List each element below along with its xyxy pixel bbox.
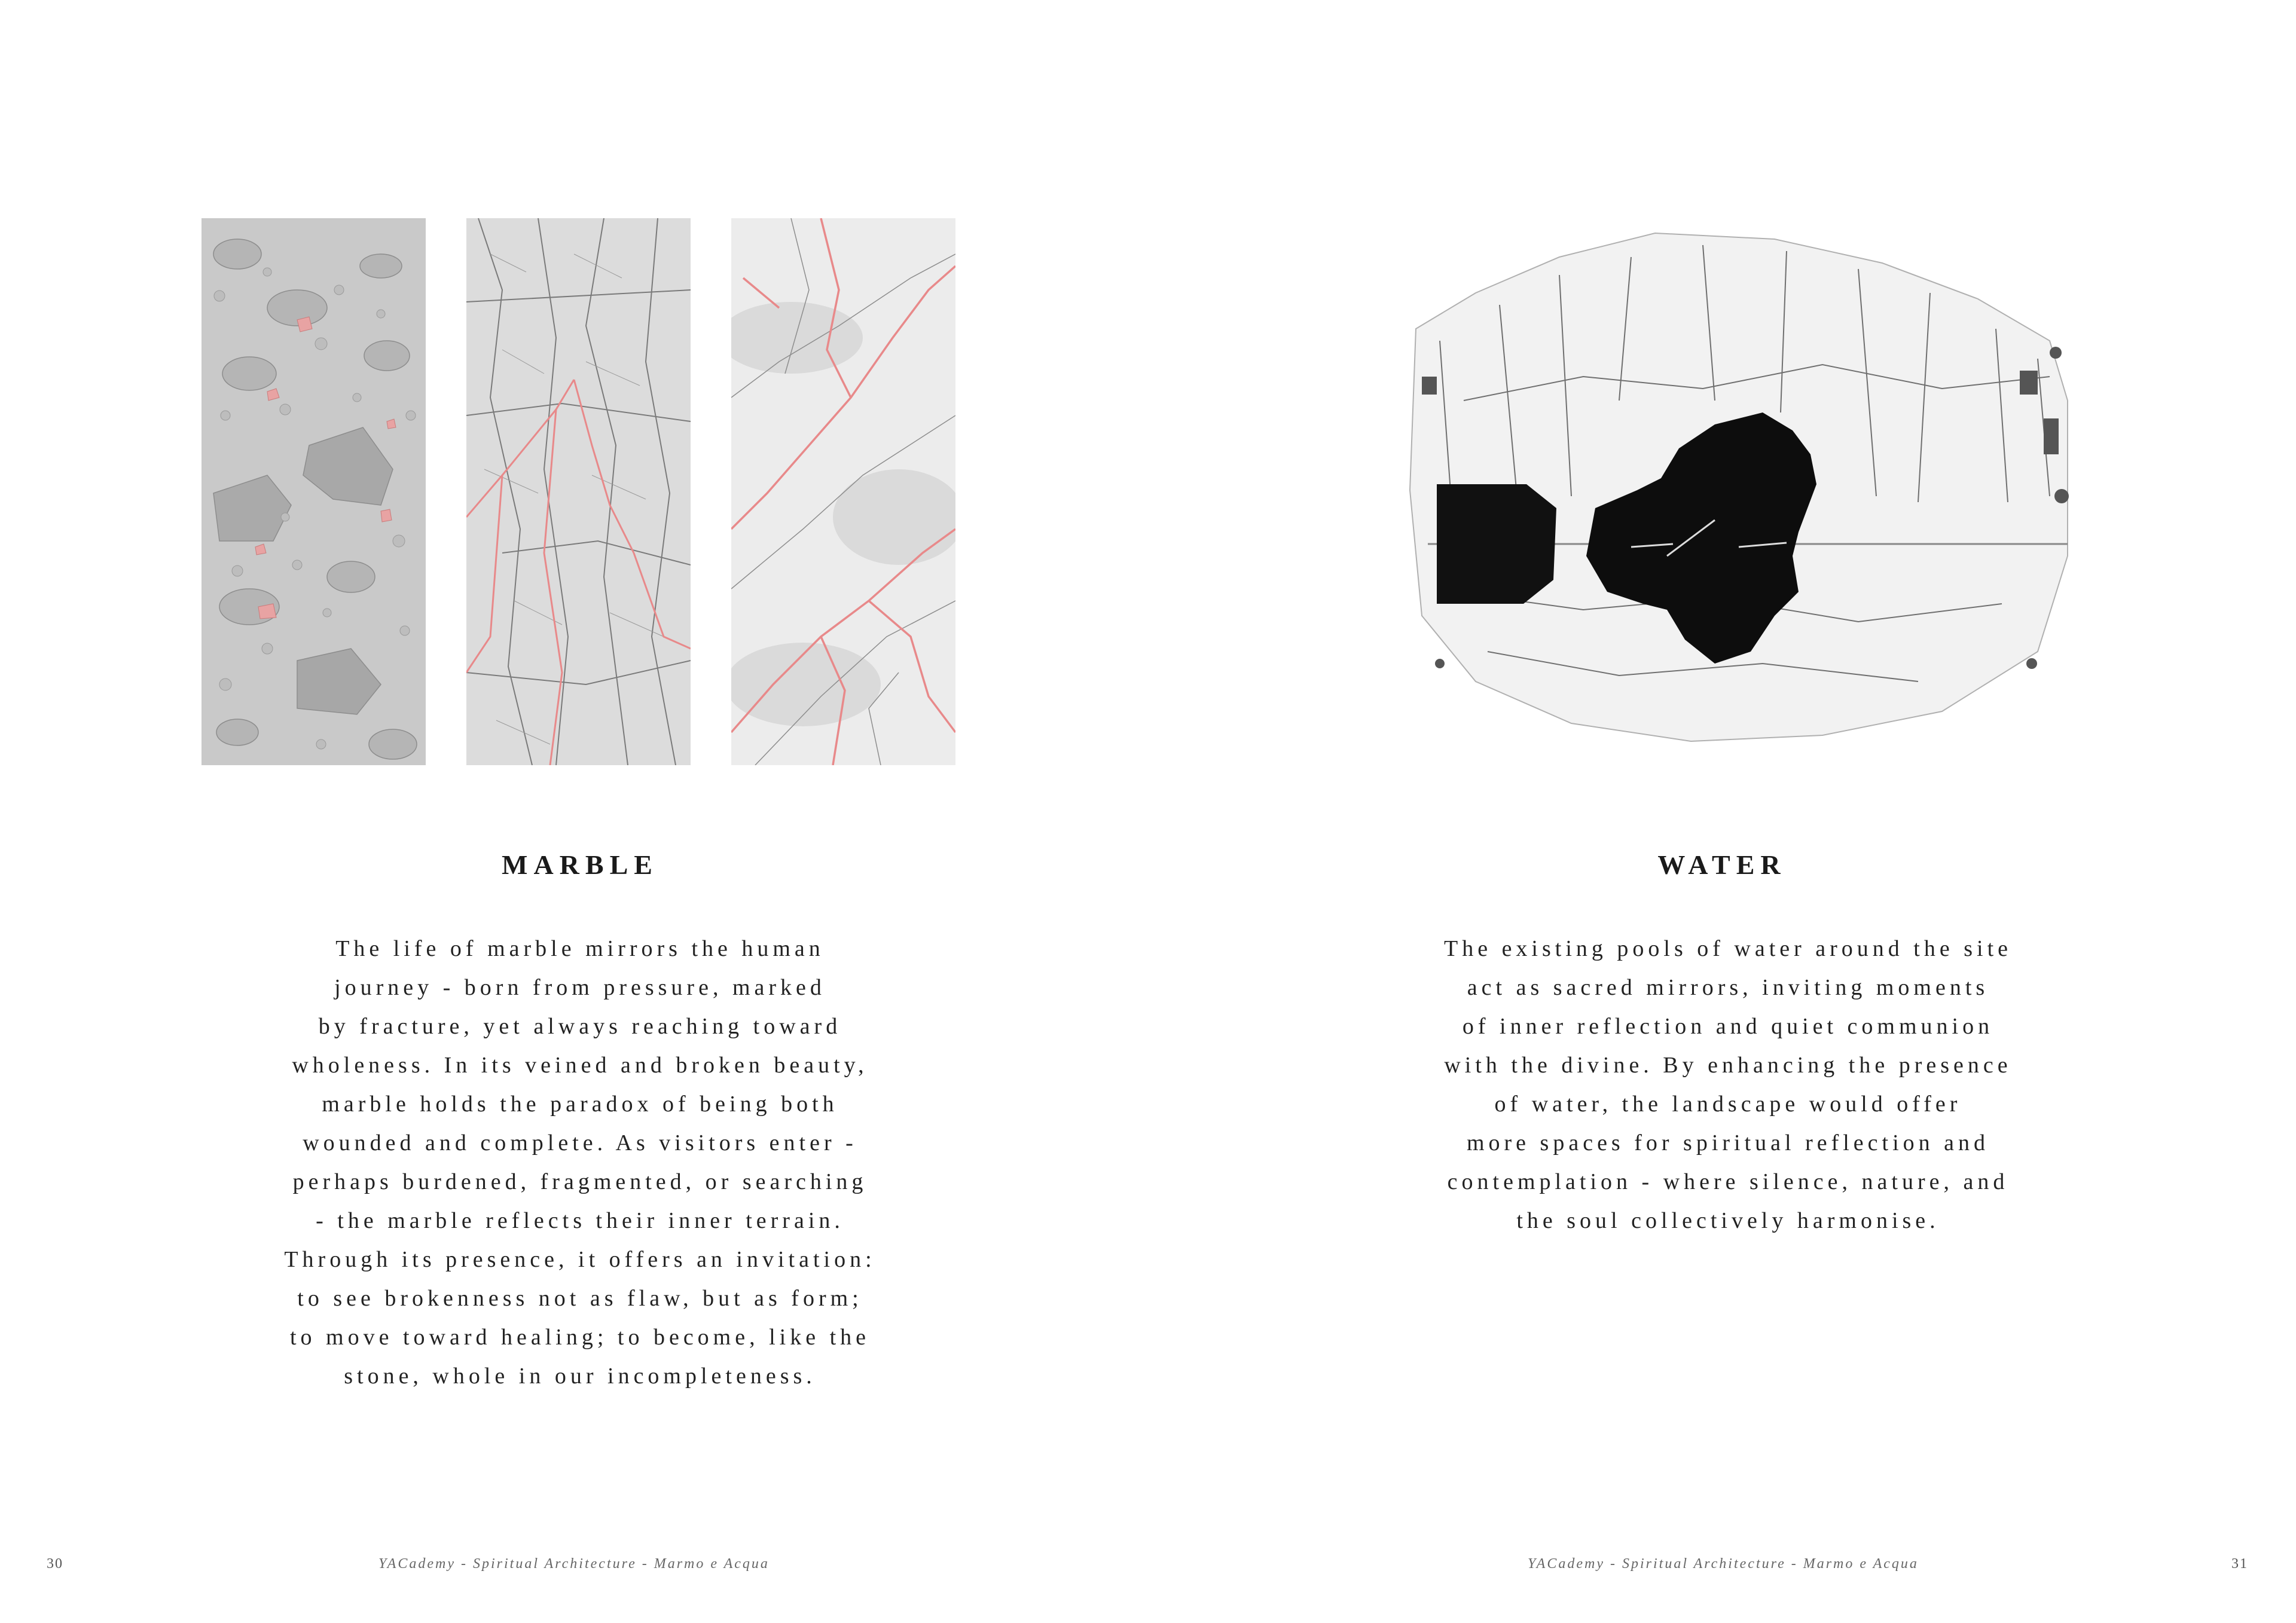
veined-marble-illustration xyxy=(731,218,955,765)
body-line: journey - born from pressure, marked xyxy=(334,975,826,1000)
cave-reflection-illustration xyxy=(1404,221,2080,759)
body-line: - the marble reflects their inner terrain. xyxy=(316,1208,844,1233)
body-line: wounded and complete. As visitors enter - xyxy=(303,1130,857,1156)
body-line: to move toward healing; to become, like the xyxy=(289,1325,871,1350)
footer-title-right: YACademy - Spiritual Architecture - Marmo e Acqua xyxy=(1528,1556,1919,1572)
marble-image-veined xyxy=(731,218,955,765)
body-line: of water, the landscape would offer xyxy=(1494,1092,1962,1117)
body-line: wholeness. In its veined and broken beauty, xyxy=(292,1053,868,1078)
body-line: with the divine. By enhancing the presence xyxy=(1444,1053,2012,1078)
body-line: the soul collectively harmonise. xyxy=(1516,1208,1940,1233)
water-body-text xyxy=(1399,930,2057,1240)
marble-heading: MARBLE xyxy=(502,849,658,880)
body-line: stone, whole in our incompleteness. xyxy=(344,1364,816,1389)
body-line: to see brokenness not as flaw, but as form; xyxy=(297,1286,863,1311)
page-number-right: 31 xyxy=(2231,1556,2248,1572)
body-line: The existing pools of water around the site xyxy=(1443,936,2012,961)
body-line: perhaps burdened, fragmented, or searching xyxy=(292,1169,868,1194)
footer-title-left: YACademy - Spiritual Architecture - Marmo e Acqua xyxy=(378,1556,770,1572)
rocks-illustration xyxy=(201,218,426,765)
body-line: marble holds the paradox of being both xyxy=(322,1092,838,1117)
marble-image-rocks xyxy=(201,218,426,765)
body-line: contemplation - where silence, nature, and xyxy=(1447,1169,2009,1194)
right-page xyxy=(1148,0,2296,1623)
body-line: The life of marble mirrors the human xyxy=(335,936,825,961)
body-line: of inner reflection and quiet communion xyxy=(1462,1014,1994,1039)
body-line: act as sacred mirrors, inviting moments xyxy=(1467,975,1989,1000)
body-line: by fracture, yet always reaching toward xyxy=(318,1014,842,1039)
fractured-marble-illustration xyxy=(466,218,691,765)
water-image xyxy=(1404,221,2080,759)
body-line: more spaces for spiritual reflection and xyxy=(1466,1130,1990,1156)
marble-body-text xyxy=(251,930,909,1396)
marble-image-fractured xyxy=(466,218,691,765)
body-line: Through its presence, it offers an invitation: xyxy=(284,1247,876,1272)
page-number-left: 30 xyxy=(47,1556,63,1572)
water-heading: WATER xyxy=(1657,849,1787,880)
